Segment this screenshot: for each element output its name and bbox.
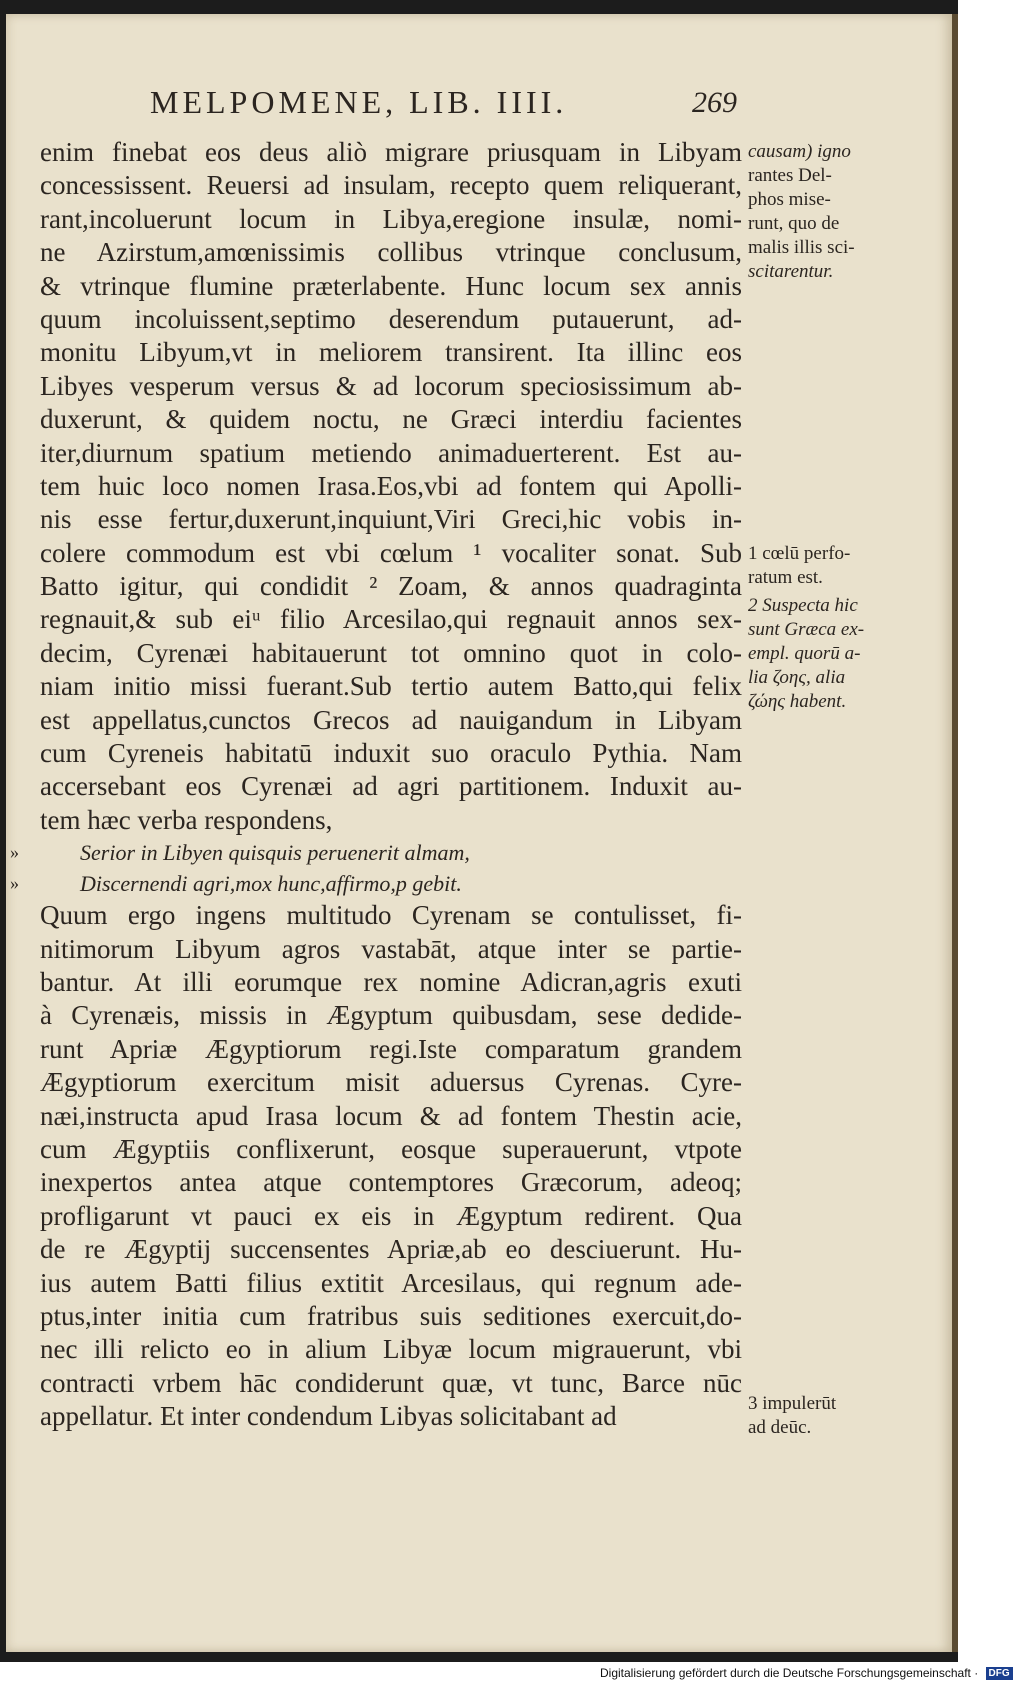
text-line: decim, Cyrenæi habitauerunt tot omnino quot in colo- <box>40 637 742 668</box>
text-line: nitimorum Libyum agros vastabāt, atque inter se partie- <box>40 933 742 964</box>
verse-text: Serior in Libyen quisquis peruenerit almam, <box>80 840 470 866</box>
text-line: concessissent. Reuersi ad insulam, recepto quem reliquerant, <box>40 170 742 201</box>
margin-note-2 <box>748 594 898 714</box>
text-line: regnauit,& sub eiᵘ filio Arcesilao,qui regnauit annos sex- <box>40 604 742 635</box>
text-line: Ægyptiorum exercitum misit aduersus Cyrenas. Cyre- <box>40 1067 742 1098</box>
text-block-1 <box>40 136 742 837</box>
text-line: accersebant eos Cyrenæi ad agri partitionem. Induxit au- <box>40 771 742 802</box>
page-edge <box>952 14 958 1652</box>
text-line: nis esse fertur,duxerunt,inquiunt,Viri Greci,hic vobis in- <box>40 504 742 535</box>
text-line: ne Azirstum,amœnissimis collibus vtrinque conclusum, <box>40 237 742 268</box>
text-line: tem hæc verba respondens, <box>40 804 333 835</box>
margin-line: ad deūc. <box>748 1417 812 1438</box>
margin-line: malis illis sci- <box>748 237 855 258</box>
text-line: quum incoluissent,septimo deserendum putauerunt, ad- <box>40 303 742 334</box>
text-line: bantur. At illi eorumque rex nomine Adicran,agris exuti <box>40 966 742 997</box>
verse-line <box>10 837 742 868</box>
margin-note-3 <box>748 1392 898 1440</box>
text-line: Libyes vesperum versus & ad locorum speciosissimum ab- <box>40 370 742 401</box>
running-head: MELPOMENE, LIB. IIII. <box>150 84 568 120</box>
digitization-footer <box>600 1666 1010 1682</box>
margin-line: scitarentur. <box>748 261 834 282</box>
footer-text: Digitalisierung gefördert durch die Deutsche Forschungsgemeinschaft <box>600 1666 971 1680</box>
margin-line: phos mise- <box>748 189 831 210</box>
margin-line: causam) igno <box>748 141 851 162</box>
text-line: niam initio missi fuerant.Sub tertio autem Batto,qui felix <box>40 671 742 702</box>
text-line: iter,diurnum spatium metiendo animaduerterent. Est au- <box>40 437 742 468</box>
margin-line: 2 Suspecta hic <box>748 595 858 616</box>
text-line: à Cyrenæis, missis in Ægyptum quibusdam, sese dedide- <box>40 1000 742 1031</box>
text-line: duxerunt, & quidem noctu, ne Græci interdiu facientes <box>40 404 742 435</box>
footer-separator: · <box>970 1666 982 1680</box>
margin-note-top <box>748 140 898 284</box>
main-text-column <box>10 136 742 1433</box>
margin-line: sunt Græca ex- <box>748 619 865 640</box>
text-line: est appellatus,cunctos Grecos ad nauigandum in Libyam <box>40 704 742 735</box>
margin-line: empl. quorū a- <box>748 643 861 664</box>
margin-line: ζώης habent. <box>748 691 847 712</box>
margin-line: 1 cœlū perfo- <box>748 543 851 564</box>
text-line: rant,incoluerunt locum in Libya,eregione insulæ, nomi- <box>40 203 742 234</box>
text-line: enim finebat eos deus aliò migrare priusquam in Libyam <box>40 137 742 167</box>
quote-mark: » <box>10 842 19 863</box>
margin-line: runt, quo de <box>748 213 840 234</box>
dfg-logo: DFG <box>986 1667 1013 1680</box>
text-line: runt Apriæ Ægyptiorum regi.Iste comparatum grandem <box>40 1033 742 1064</box>
text-line: colere commodum est vbi cœlum ¹ vocaliter sonat. Sub <box>40 537 742 568</box>
text-line: cum Ægyptiis conflixerunt, eosque superauerunt, vtpote <box>40 1133 742 1164</box>
text-line: tem huic loco nomen Irasa.Eos,vbi ad fontem qui Apolli- <box>40 470 742 501</box>
text-line: nec illi relicto eo in alium Libyæ locum migrauerunt, vbi <box>40 1334 742 1365</box>
text-line: contracti vrbem hāc condiderunt quæ, vt tunc, Barce nūc <box>40 1367 742 1398</box>
margin-line: ratum est. <box>748 567 823 588</box>
text-line: næi,instructa apud Irasa locum & ad fontem Thestin acie, <box>40 1100 742 1131</box>
page-number: 269 <box>692 86 737 119</box>
verse-text: Discernendi agri,mox hunc,affirmo,p gebit. <box>80 871 462 897</box>
margin-line: 3 impulerūt <box>748 1393 837 1414</box>
text-block-2 <box>40 899 742 1433</box>
text-line: & vtrinque flumine præterlabente. Hunc locum sex annis <box>40 270 742 301</box>
verse-line <box>10 868 742 899</box>
text-line: Batto igitur, qui condidit ² Zoam, & annos quadraginta <box>40 571 742 602</box>
verse-quote <box>10 837 742 899</box>
text-line: Quum ergo ingens multitudo Cyrenam se contulisset, fi- <box>40 900 742 931</box>
quote-mark: » <box>10 873 19 894</box>
text-line: profligarunt vt pauci ex eis in Ægyptum redirent. Qua <box>40 1200 742 1231</box>
text-line: appellatur. Et inter condendum Libyas solicitabant ad <box>40 1401 617 1432</box>
text-line: ptus,inter initia cum fratribus suis seditiones exercuit,do- <box>40 1300 742 1331</box>
margin-line: lia ζοης, alia <box>748 667 846 688</box>
text-line: ius autem Batti filius extitit Arcesilaus, qui regnum ade- <box>40 1267 742 1298</box>
text-line: monitu Libyum,vt in meliorem transirent. Ita illinc eos <box>40 337 742 368</box>
margin-line: rantes Del- <box>748 165 832 186</box>
margin-note-1 <box>748 542 898 590</box>
text-line: cum Cyreneis habitatū induxit suo oraculo Pythia. Nam <box>40 738 742 769</box>
text-line: inexpertos antea atque contemptores Græcorum, adeoq; <box>40 1167 742 1198</box>
text-line: de re Ægyptij succensentes Apriæ,ab eo desciuerunt. Hu- <box>40 1234 742 1265</box>
